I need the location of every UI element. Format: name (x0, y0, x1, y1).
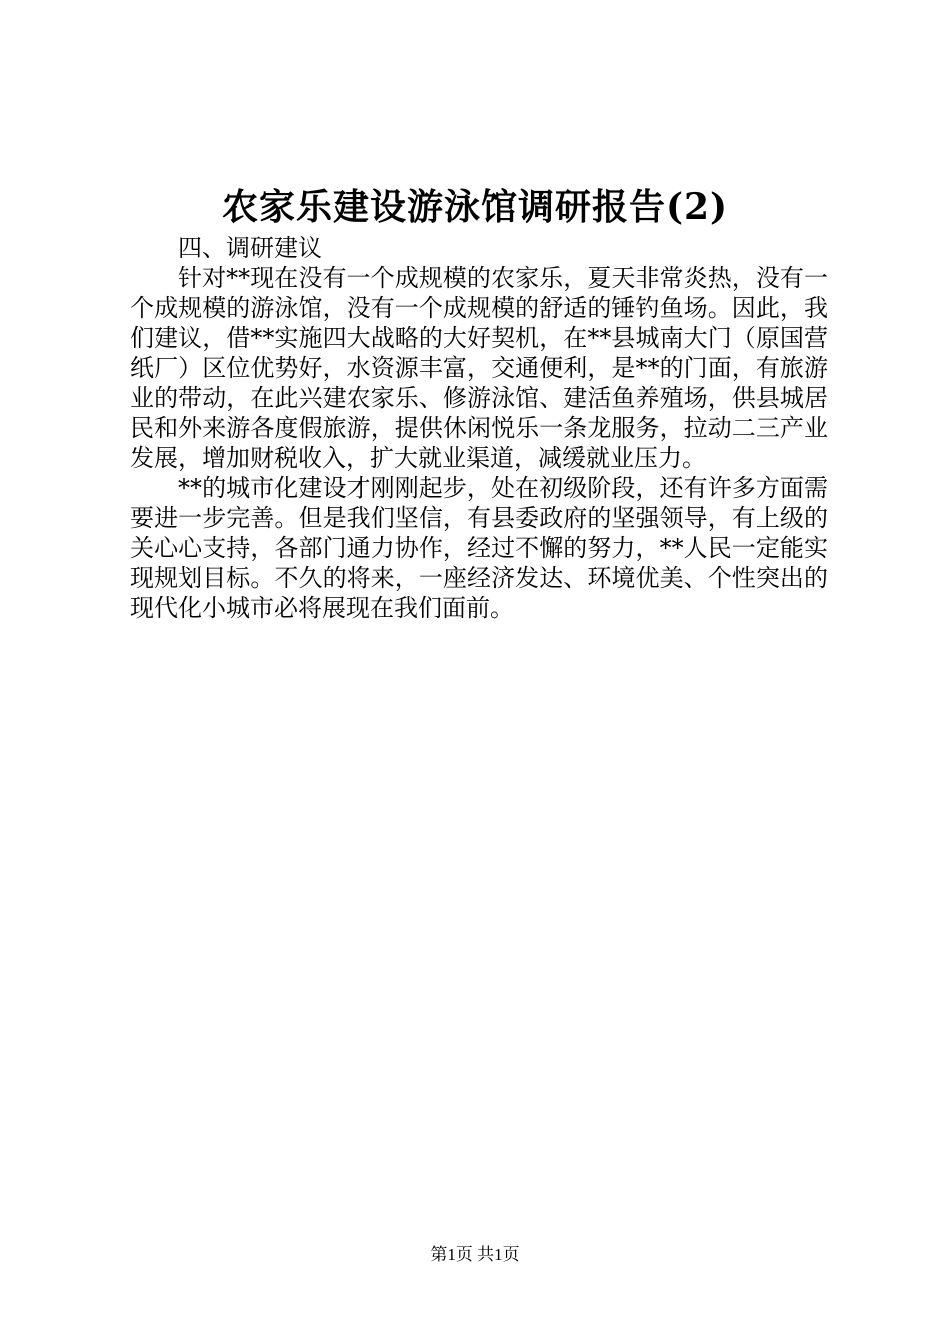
section-heading: 四、调研建议 (178, 234, 322, 262)
paragraph-conclusion: **的城市化建设才刚刚起步，处在初级阶段，还有许多方面需要进一步完善。但是我们坚信，有县委政府的坚强领导，有上级的关心心支持，各部门通力协作，经过不懈的努力，**人民一定能实现规划目标。不久的将来，一座经济发达、环境优美、个性突出的现代化小城市必将展现在我们面前。 (130, 474, 828, 622)
page-footer: 第1页 共1页 (430, 1245, 520, 1264)
document-title: 农家乐建设游泳馆调研报告(2) (221, 186, 729, 228)
document-body (130, 233, 828, 623)
paragraph-recommendation: 针对**现在没有一个成规模的农家乐，夏天非常炎热，没有一个成规模的游泳馆，没有一个成规模的舒适的锤钓鱼场。因此，我们建议，借**实施四大战略的大好契机，在**县城南大门（原国营纸厂）区位优势好，水资源丰富，交通便利，是**的门面，有旅游业的带动，在此兴建农家乐、修游泳馆、建活鱼养殖场，供县城居民和外来游各度假旅游，提供休闲悦乐一条龙服务，拉动二三产业发展，增加财税收入，扩大就业渠道，减缓就业压力。 (130, 264, 828, 472)
